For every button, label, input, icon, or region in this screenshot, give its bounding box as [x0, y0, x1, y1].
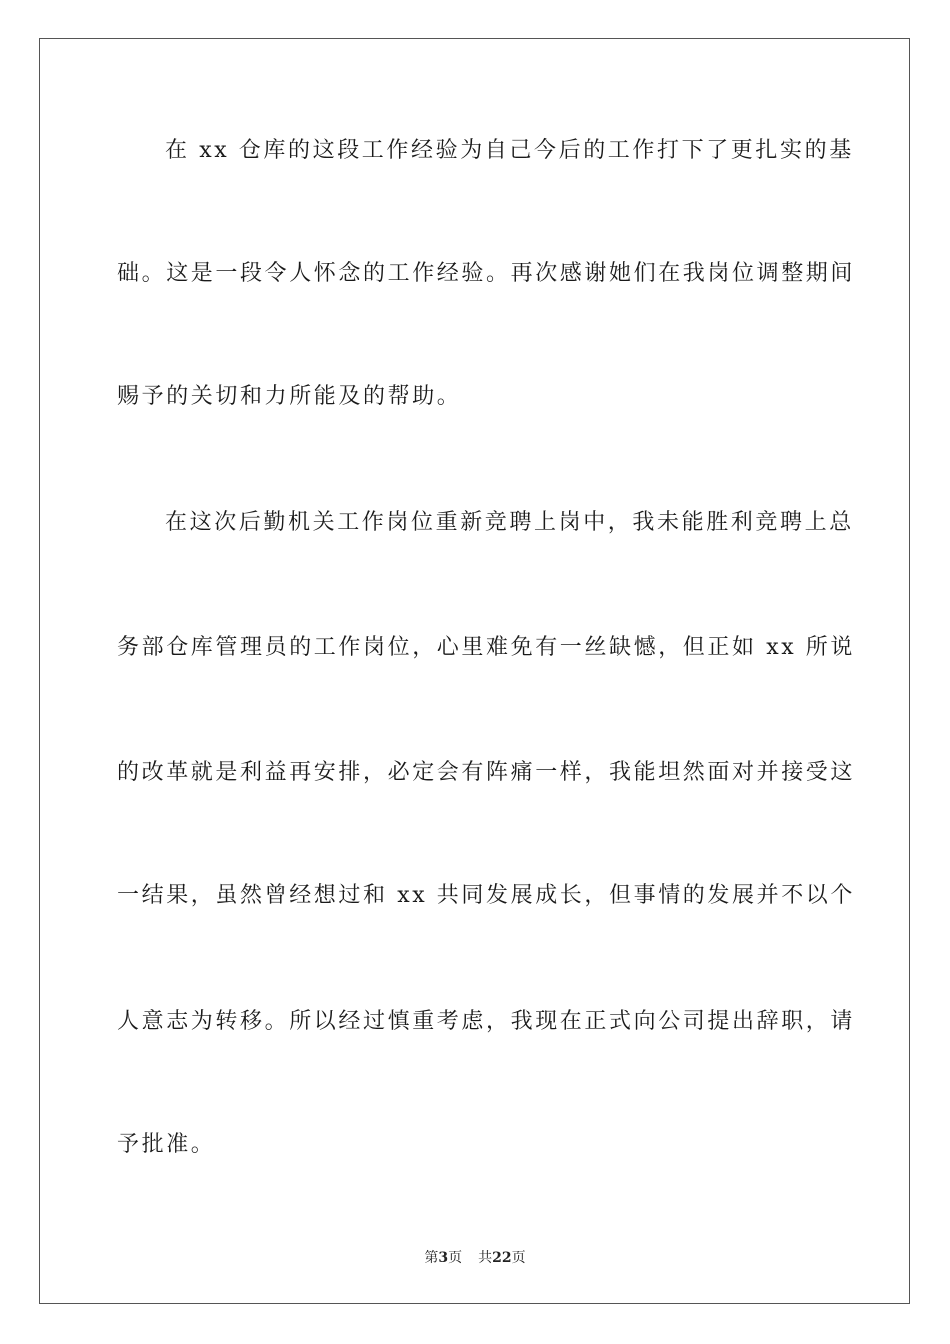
paragraph-1-line-3: 赐予的关切和力所能及的帮助。 [117, 384, 462, 409]
total-pages: 22 [492, 1250, 512, 1266]
page-number: 3 [438, 1250, 449, 1266]
page-border [39, 38, 910, 1304]
page-suffix: 页 [448, 1250, 463, 1266]
paragraph-2-line-2: 务部仓库管理员的工作岗位，心里难免有一丝缺憾，但正如 xx 所说 [117, 635, 856, 660]
total-suffix: 页 [511, 1250, 526, 1266]
paragraph-2-line-5: 人意志为转移。所以经过慎重考虑，我现在正式向公司提出辞职，请 [117, 1009, 856, 1034]
paragraph-2-line-4: 一结果，虽然曾经想过和 xx 共同发展成长，但事情的发展并不以个 [117, 883, 856, 908]
page-prefix: 第 [424, 1250, 439, 1266]
page-footer [0, 1248, 950, 1268]
paragraph-2-line-3: 的改革就是利益再安排，必定会有阵痛一样，我能坦然面对并接受这 [117, 760, 856, 785]
paragraph-2-line-1: 在这次后勤机关工作岗位重新竞聘上岗中，我未能胜利竞聘上总 [165, 510, 854, 535]
paragraph-2-line-6: 予批准。 [117, 1132, 216, 1157]
paragraph-1-line-1: 在 xx 仓库的这段工作经验为自己今后的工作打下了更扎实的基 [165, 138, 854, 163]
paragraph-1-line-2: 础。这是一段令人怀念的工作经验。再次感谢她们在我岗位调整期间 [117, 261, 856, 286]
total-prefix: 共 [478, 1250, 493, 1266]
